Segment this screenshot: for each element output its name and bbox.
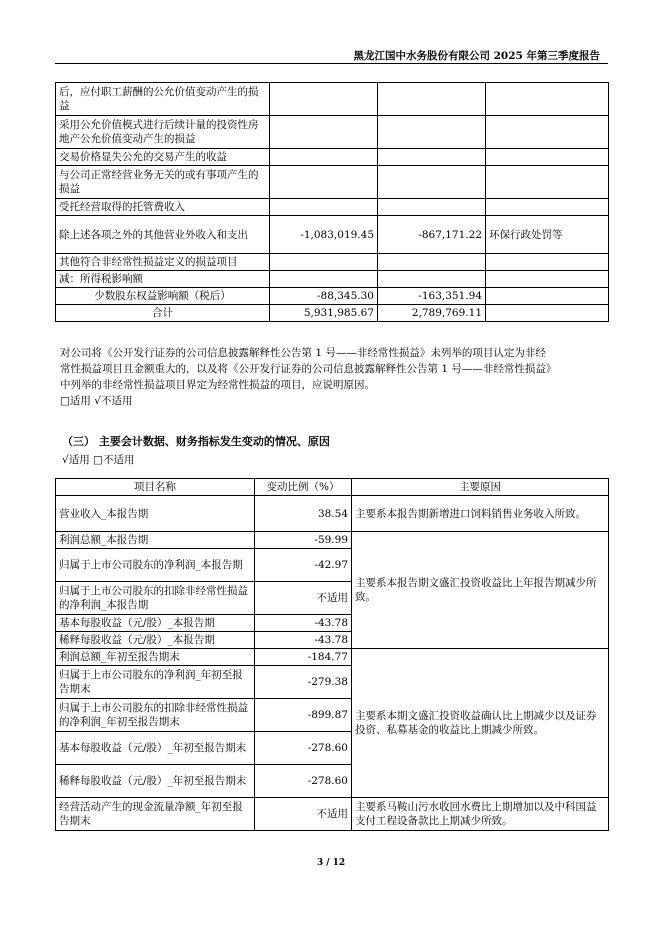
ytd-cell: -163,351.94 [378,288,486,305]
item-cell: 采用公允价值模式进行后续计量的投资性房地产公允价值变动产生的损益 [56,116,270,149]
current-period-cell: -88,345.30 [270,288,378,305]
note-cell [486,271,609,288]
item-name-cell: 归属于上市公司股东的净利润_本报告期 [56,549,255,582]
current-period-cell [270,254,378,271]
item-name-cell: 归属于上市公司股东的扣除非经常性损益的净利润_年初至报告期末 [56,699,255,732]
table-row [56,798,609,831]
header-item: 项目名称 [56,479,255,496]
table-row [56,649,609,666]
ytd-cell [378,166,486,199]
section-check: √适用 □不适用 [62,454,135,466]
table-row [56,166,609,199]
current-period-cell: -1,083,019.45 [270,216,378,254]
change-ratio-table [55,478,609,831]
note-cell: 环保行政处罚等 [486,216,609,254]
item-name-cell: 营业收入_本报告期 [56,496,255,532]
ratio-cell: -43.78 [255,615,352,632]
header-ratio: 变动比例（%） [255,479,352,496]
note-cell [486,254,609,271]
item-cell: 合计 [56,305,270,322]
note-cell [486,305,609,322]
table-row [56,532,609,549]
current-period-cell [270,271,378,288]
ytd-cell: -867,171.22 [378,216,486,254]
explain-line-3: 中列举的非经常性损益项目界定为经常性损益的项目，应说明原因。 [60,379,375,391]
item-name-cell: 归属于上市公司股东的扣除非经常性损益的净利润_本报告期 [56,582,255,615]
table-row [56,199,609,216]
item-cell: 减：所得税影响额 [56,271,270,288]
reason-cell: 主要系本期文盛汇投资收益确认比上期减少以及证券投资、私募基金的收益比上期减少所致。 [352,649,609,798]
ratio-cell: -899.87 [255,699,352,732]
header-divider [55,63,608,64]
ytd-cell [378,271,486,288]
note-cell [486,166,609,199]
item-name-cell: 利润总额_本报告期 [56,532,255,549]
ratio-cell: 不适用 [255,582,352,615]
note-cell [486,83,609,116]
table-row [56,116,609,149]
item-cell: 与公司正常经营业务无关的或有事项产生的损益 [56,166,270,199]
ytd-cell [378,116,486,149]
ratio-cell: 不适用 [255,798,352,831]
note-cell [486,149,609,166]
ratio-cell: -279.38 [255,666,352,699]
explain-line-1: 对公司将《公开发行证券的公司信息披露解释性公告第 1 号——非经常性损益》未列举的项目认定为非经 [60,347,546,359]
item-name-cell: 归属于上市公司股东的净利润_年初至报告期末 [56,666,255,699]
ratio-cell: -278.60 [255,765,352,798]
item-name-cell: 基本每股收益（元/股）_本报告期 [56,615,255,632]
note-cell [486,288,609,305]
current-period-cell [270,166,378,199]
section-title: （三） 主要会计数据、财务指标发生变动的情况、原因 [62,435,330,448]
item-cell: 后，应付职工薪酬的公允价值变动产生的损益 [56,83,270,116]
ratio-cell: -59.99 [255,532,352,549]
current-period-cell [270,199,378,216]
table-row [56,288,609,305]
ytd-cell [378,149,486,166]
current-period-cell [270,83,378,116]
applicability-check: □适用 √不适用 [60,395,133,407]
note-cell [486,199,609,216]
table-row [56,216,609,254]
item-name-cell: 稀释每股收益（元/股）_本报告期 [56,632,255,649]
header-reason: 主要原因 [352,479,609,496]
item-name-cell: 稀释每股收益（元/股）_年初至报告期末 [56,765,255,798]
reason-cell: 主要系本报告期新增进口饲料销售业务收入所致。 [352,496,609,532]
table-row [56,271,609,288]
reason-cell: 主要系本报告期文盛汇投资收益比上年报告期减少所致。 [352,532,609,649]
ratio-cell: -278.60 [255,732,352,765]
table-header-row [56,479,609,496]
item-cell: 其他符合非经常性损益定义的损益项目 [56,254,270,271]
page-number: 3 / 12 [316,858,346,868]
current-period-cell [270,149,378,166]
ytd-cell [378,199,486,216]
item-name-cell: 利润总额_年初至报告期末 [56,649,255,666]
ratio-cell: 38.54 [255,496,352,532]
table-row [56,83,609,116]
table-row [56,496,609,532]
current-period-cell: 5,931,985.67 [270,305,378,322]
ytd-cell [378,254,486,271]
ratio-cell: -184.77 [255,649,352,666]
ratio-cell: -42.97 [255,549,352,582]
report-header: 黑龙江国中水务股份有限公司 2025 年第三季度报告 [353,50,600,62]
item-cell: 少数股东权益影响额（税后） [56,288,270,305]
note-cell [486,116,609,149]
table-row [56,149,609,166]
ytd-cell [378,83,486,116]
ytd-cell: 2,789,769.11 [378,305,486,322]
item-cell: 受托经营取得的托管费收入 [56,199,270,216]
item-cell: 交易价格显失公允的交易产生的收益 [56,149,270,166]
explain-line-2: 常性损益项目且金额重大的，以及将《公开发行证券的公司信息披露解释性公告第 1 号——非经常性损益》 [60,363,557,375]
table-row [56,254,609,271]
item-name-cell: 经营活动产生的现金流量净额_年初至报告期末 [56,798,255,831]
nonrecurring-items-table [55,82,609,322]
table-row [56,305,609,322]
item-name-cell: 基本每股收益（元/股）_年初至报告期末 [56,732,255,765]
reason-cell: 主要系马鞍山污水收回水费比上期增加以及中科国益支付工程设备款比上期减少所致。 [352,798,609,831]
item-cell: 除上述各项之外的其他营业外收入和支出 [56,216,270,254]
ratio-cell: -43.78 [255,632,352,649]
current-period-cell [270,116,378,149]
